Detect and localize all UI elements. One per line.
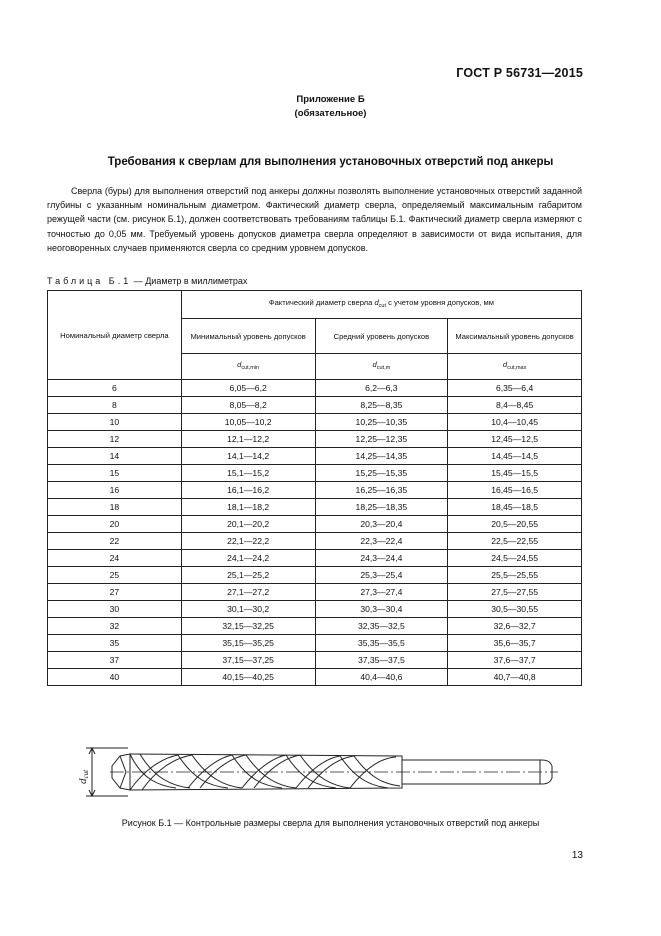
mid-cell: 32,35—32,5 [315,618,448,635]
min-cell: 18,1—18,2 [181,499,315,516]
table-row [48,669,582,686]
max-cell: 24,5—24,55 [448,550,582,567]
min-cell: 40,15—40,25 [181,669,315,686]
page-number: 13 [571,850,583,861]
mid-cell: 37,35—37,5 [315,652,448,669]
table-row [48,567,582,584]
nominal-cell: 22 [48,533,182,550]
header-mid-tolerance: Средний уровень допусков [315,319,448,354]
min-cell: 35,15—35,25 [181,635,315,652]
max-cell: 32,6—32,7 [448,618,582,635]
table-row [48,482,582,499]
table-row [48,397,582,414]
max-cell: 25,5—25,55 [448,567,582,584]
max-cell: 8,4—8,45 [448,397,582,414]
nominal-cell: 6 [48,380,182,397]
mid-cell: 6,2—6,3 [315,380,448,397]
min-cell: 6,05—6,2 [181,380,315,397]
drill-bit-figure [77,740,562,812]
dimension-label: dcut [77,769,90,784]
header-symbol-max: $d_{cut,max}$ [448,354,582,380]
mid-cell: 25,3—25,4 [315,567,448,584]
table-row [48,414,582,431]
max-cell: 37,6—37,7 [448,652,582,669]
table-row [48,499,582,516]
section-title: Требования к сверлам для выполнения установочных отверстий под анкеры [107,156,554,168]
max-cell: 22,5—22,55 [448,533,582,550]
nominal-cell: 35 [48,635,182,652]
max-cell: 18,45—18,5 [448,499,582,516]
nominal-cell: 24 [48,550,182,567]
max-cell: 20,5—20,55 [448,516,582,533]
max-cell: 27,5—27,55 [448,584,582,601]
min-cell: 37,15—37,25 [181,652,315,669]
header-max-tolerance: Максимальный уровень допусков [448,319,582,354]
nominal-cell: 8 [48,397,182,414]
max-cell: 30,5—30,55 [448,601,582,618]
table-row [48,550,582,567]
min-cell: 22,1—22,2 [181,533,315,550]
figure-caption: Рисунок Б.1 — Контрольные размеры сверла для выполнения установочных отверстий под анкеры [121,818,540,828]
mid-cell: 27,3—27,4 [315,584,448,601]
body-paragraph: Сверла (буры) для выполнения отверстий под анкеры должны позволять выполнение установочных отверстий заданной глубины с указанным номинальным диаметром. Фактический диаметр сверла, определяемый максимальным габаритом режущей части (см. рисунок Б.1), должен соответствовать требованиям таблицы Б.1. Фактический диаметр сверла измеряют с точностью до 0,05 мм. Требуемый уровень допусков диаметра сверла определяют в зависимости от вида испытания, для неоговоренных случаев применяются сверла со средним уровнем допусков. [47,186,582,253]
mid-cell: 15,25—15,35 [315,465,448,482]
max-cell: 40,7—40,8 [448,669,582,686]
mid-cell: 8,25—8,35 [315,397,448,414]
nominal-cell: 12 [48,431,182,448]
nominal-cell: 10 [48,414,182,431]
mid-cell: 22,3—22,4 [315,533,448,550]
min-cell: 30,1—30,2 [181,601,315,618]
header-actual-diameter: Фактический диаметр сверла $d_{cut}$ с учетом уровня допусков, мм [181,291,581,319]
nominal-cell: 27 [48,584,182,601]
table-caption-label: Таблица Б.1 [47,276,132,286]
nominal-cell: 25 [48,567,182,584]
min-cell: 15,1—15,2 [181,465,315,482]
table-row [48,533,582,550]
mid-cell: 18,25—18,35 [315,499,448,516]
header-symbol-mid: $d_{cut,m}$ [315,354,448,380]
nominal-cell: 37 [48,652,182,669]
table-caption-text: — Диаметр в миллиметрах [131,276,248,286]
min-cell: 24,1—24,2 [181,550,315,567]
mid-cell: 20,3—20,4 [315,516,448,533]
mid-cell: 10,25—10,35 [315,414,448,431]
nominal-cell: 14 [48,448,182,465]
table-row [48,635,582,652]
mid-cell: 35,35—35,5 [315,635,448,652]
table-row [48,652,582,669]
table-row [48,380,582,397]
min-cell: 8,05—8,2 [181,397,315,414]
table-row [48,465,582,482]
min-cell: 25,1—25,2 [181,567,315,584]
mid-cell: 40,4—40,6 [315,669,448,686]
mid-cell: 30,3—30,4 [315,601,448,618]
table-row [48,431,582,448]
header-nominal-diameter: Номинальный диаметр сверла [48,291,182,380]
nominal-cell: 16 [48,482,182,499]
mid-cell: 14,25—14,35 [315,448,448,465]
table-row [48,601,582,618]
min-cell: 16,1—16,2 [181,482,315,499]
standard-number: ГОСТ Р 56731—2015 [456,66,583,80]
min-cell: 10,05—10,2 [181,414,315,431]
nominal-cell: 15 [48,465,182,482]
nominal-cell: 32 [48,618,182,635]
header-min-tolerance: Минимальный уровень допусков [181,319,315,354]
table-row [48,448,582,465]
nominal-cell: 30 [48,601,182,618]
table-row [48,516,582,533]
table-row [48,584,582,601]
appendix-status: (обязательное) [294,108,367,119]
table-caption [47,276,247,286]
nominal-cell: 18 [48,499,182,516]
max-cell: 6,35—6,4 [448,380,582,397]
appendix-label: Приложение Б [296,94,365,105]
mid-cell: 24,3—24,4 [315,550,448,567]
mid-cell: 12,25—12,35 [315,431,448,448]
min-cell: 32,15—32,25 [181,618,315,635]
max-cell: 16,45—16,5 [448,482,582,499]
min-cell: 20,1—20,2 [181,516,315,533]
nominal-cell: 20 [48,516,182,533]
max-cell: 10,4—10,45 [448,414,582,431]
max-cell: 15,45—15,5 [448,465,582,482]
header-symbol-min: $d_{cut,min}$ [181,354,315,380]
min-cell: 27,1—27,2 [181,584,315,601]
min-cell: 12,1—12,2 [181,431,315,448]
min-cell: 14,1—14,2 [181,448,315,465]
table-row [48,618,582,635]
max-cell: 12,45—12,5 [448,431,582,448]
nominal-cell: 40 [48,669,182,686]
max-cell: 14,45—14,5 [448,448,582,465]
diameter-table [47,290,582,686]
mid-cell: 16,25—16,35 [315,482,448,499]
max-cell: 35,6—35,7 [448,635,582,652]
